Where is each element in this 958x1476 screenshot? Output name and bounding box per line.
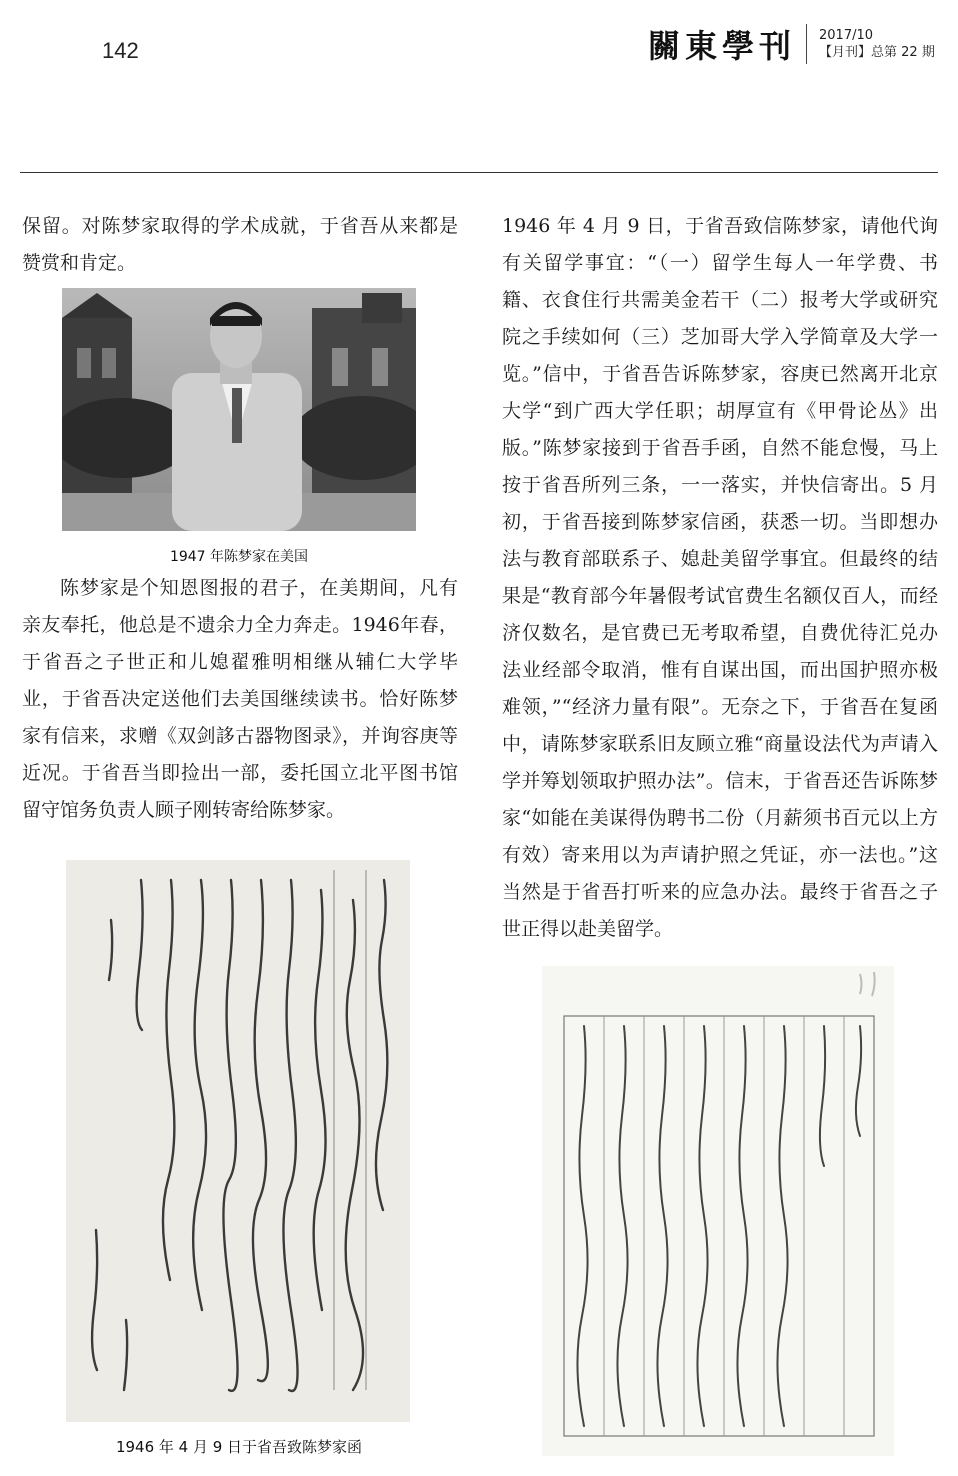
left-column-middle xyxy=(22,570,458,829)
letter-image-1-drawing xyxy=(66,860,410,1422)
left-paragraph-2: 陈梦家是个知恩图报的君子，在美期间，凡有亲友奉托，他总是不遗余力全力奔走。1946年春，于省吾之子世正和儿媳翟雅明相继从辅仁大学毕业，于省吾决定送他们去美国继续读书。恰好陈梦家有信来，求赠《双剑誃古器物图录》，并询容庚等近况。于省吾当即捡出一部，委托国立北平图书馆留守馆务负责人顾子刚转寄给陈梦家。 xyxy=(22,577,458,821)
masthead-separator xyxy=(806,24,807,64)
journal-title: 關東學刊 xyxy=(648,27,797,65)
left-column-top xyxy=(22,208,458,282)
issue-number: 【月刊】总第 22 期 xyxy=(819,45,935,60)
page-number: 142 xyxy=(102,38,139,63)
right-paragraph-1: 1946 年 4 月 9 日，于省吾致信陈梦家，请他代询有关留学事宜：“（一）留学生每人一年学费、书籍、衣食住行共需美金若干（二）报考大学或研究院之手续如何（三）芝加哥大学入学简章及大学一览。”信中，于省吾告诉陈梦家，容庚已然离开北京大学“到广西大学任职；胡厚宣有《甲骨论丛》出版。”陈梦家接到于省吾手函，自然不能怠慢，马上按于省吾所列三条，一一落实，并快信寄出。5 月初，于省吾接到陈梦家信函，获悉一切。当即想办法与教育部联系子、媳赴美留学事宜。但最终的结果是“教育部今年暑假考试官费生名额仅百人，而经济仅数名，是官费已无考取希望，自费优待汇兑办法业经部令取消，惟有自谋出国，而出国护照亦极难领，”“经济力量有限”。无奈之下，于省吾在复函中，请陈梦家联系旧友顾立雅“商量设法代为声请入学并筹划领取护照办法”。信末，于省吾还告诉陈梦家“如能在美谋得伪聘书二份（月薪须书百元以上方有效）寄来用以为声请护照之凭证，亦一法也。”这当然是于省吾打听来的应急办法。最终于省吾之子世正得以赴美留学。 xyxy=(502,215,938,940)
left-paragraph-1: 保留。对陈梦家取得的学术成就，于省吾从来都是赞赏和肯定。 xyxy=(22,215,458,274)
photo-caption: 1947 年陈梦家在美国 xyxy=(169,549,309,565)
letter-image-1 xyxy=(66,860,410,1422)
portrait-photo xyxy=(62,288,416,531)
header-rule xyxy=(20,172,938,173)
letter-caption: 1946 年 4 月 9 日于省吾致陈梦家函 xyxy=(115,1438,363,1456)
issue-info xyxy=(819,27,935,61)
right-column-text xyxy=(502,208,938,948)
portrait-photo-image xyxy=(62,288,416,531)
letter-image-2 xyxy=(542,966,894,1456)
masthead xyxy=(648,22,935,66)
letter-image-2-drawing xyxy=(542,966,894,1456)
issue-date: 2017/10 xyxy=(819,28,874,43)
